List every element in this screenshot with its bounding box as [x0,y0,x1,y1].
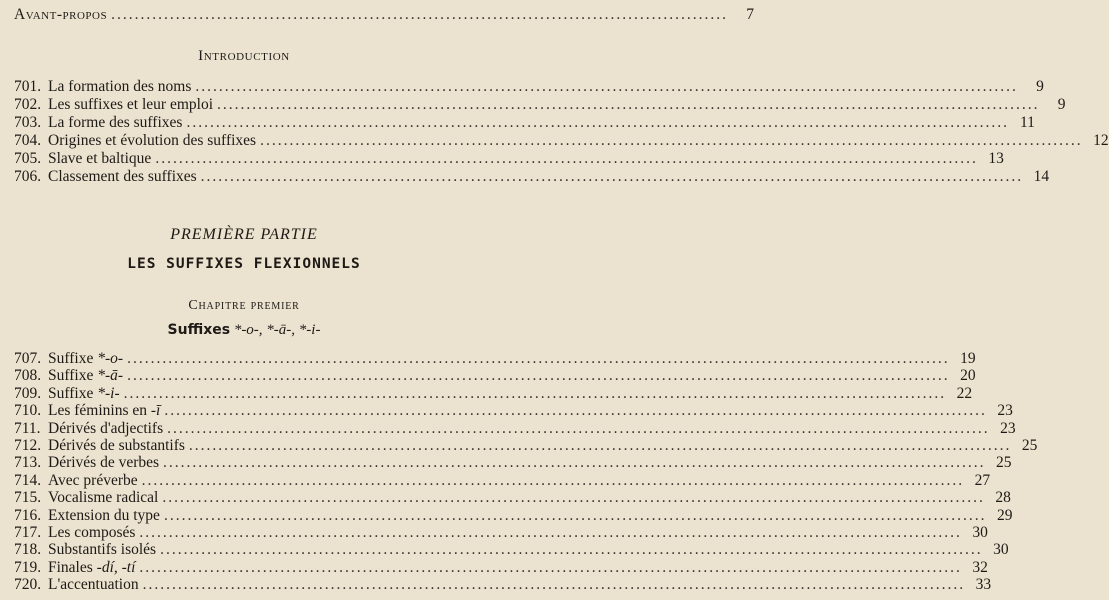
entry-page: 32 [972,558,988,576]
entry-page: 23 [1000,419,1016,437]
toc-entry [14,402,1013,420]
toc-entry [14,114,1035,132]
entry-title-text: Les composés [48,524,136,541]
entry-page: 7 [746,6,754,23]
toc-entry [14,132,1109,150]
entry-suffix-form: *-ā- [97,367,124,385]
leader-dots: ............................................................................................................................................ [160,541,983,559]
entry-page: 29 [996,506,1013,524]
toc-entry [14,150,1004,168]
toc-entry-avant-propos [14,6,754,24]
entry-title [48,507,160,525]
entry-title [48,78,191,96]
entry-number: 703. [14,114,42,131]
leader-dots: ............................................................................................................................................ [195,78,1018,95]
entry-title [48,132,256,150]
entry-page: 22 [956,384,973,402]
leader-dots: ............................................................................................................................................ [139,524,962,541]
entry-number: 706. [14,168,42,185]
part-title: PREMIÈRE PARTIE [170,226,318,243]
toc-entry [14,489,1011,507]
entry-number: 710. [14,402,42,420]
entry-title [48,524,135,542]
entry-number: 701. [14,78,42,95]
toc-entry [14,437,1038,455]
entry-page: 9 [1057,96,1066,113]
toc-entry [14,384,973,403]
toc-entry [14,419,1016,438]
entry-title-text: Dérivés de substantifs [48,437,185,454]
entry-title [48,402,160,420]
chapter-title: Chapitre premier [188,298,300,313]
part-subtitle: LES SUFFIXES FLEXIONNELS [127,256,361,272]
entry-title-text: Dérivés de verbes [48,454,160,472]
entry-title-text: Vocalisme radical [48,489,159,507]
entry-page: 13 [988,150,1004,167]
toc-entry [14,168,1050,186]
entry-number: 704. [14,132,42,149]
entry-number: 707. [14,350,42,367]
entry-number: 713. [14,454,42,472]
entry-title [48,350,123,368]
entry-title-text: Extension du type [48,506,160,524]
entry-page: 30 [972,524,988,541]
entry-page: 12 [1093,132,1109,149]
entry-number: 720. [14,576,42,594]
section-heading-introduction: Introduction [198,48,290,64]
leader-dots: ............................................................................................................................................ [163,454,986,472]
entry-title [48,114,182,132]
entry-suffix-form: *-o- [97,350,124,367]
leader-dots: ............................................................................................................................................ [142,576,966,594]
entry-page: 11 [1020,114,1035,131]
entry-title [48,150,151,168]
entry-title-text: La formation des noms [48,78,192,95]
entry-title [48,96,213,114]
entry-number: 711. [14,419,41,437]
leader-dots: ............................................................................................................................................ [162,489,985,507]
entry-number: 716. [14,506,42,524]
entry-title-text: Les suffixes et leur emploi [48,96,214,113]
entry-page: 23 [997,402,1013,420]
entry-number: 708. [14,367,42,385]
entry-title [48,385,120,403]
leader-dots: ............................................................................................................................................ [188,437,1012,454]
entry-title [48,437,185,455]
entry-number: 702. [14,96,42,113]
leader-dots: ............................................................................................................................................ [167,419,990,437]
entry-title-text: Slave et baltique [48,150,152,167]
entry-page: 28 [995,489,1011,507]
toc-entry [14,506,1013,525]
leader-dots: ............................................................................................................................................ [141,471,965,489]
entry-title-text: La forme des suffixes [48,114,183,131]
leader-dots: ............................................................................................................................................ [217,96,1040,113]
leader-dots: ............................................................................................................................................ [139,558,962,576]
entry-number: 718. [14,541,42,559]
leader-dots: ............................................................................................................................................ [123,384,947,402]
entry-title [48,420,163,438]
entry-number: 715. [14,489,42,507]
entry-title [48,454,159,472]
entry-page: 33 [975,576,992,594]
entry-title [48,489,158,507]
chapter-subtitle [0,322,488,339]
entry-title-text: Les féminins en [48,402,151,420]
entry-suffix-form: *-i- [97,384,120,402]
entry-title-text: Classement des suffixes [48,168,197,185]
entry-title-text: Substantifs isolés [48,541,157,559]
entry-page: 25 [996,454,1012,472]
toc-entry [14,471,991,490]
entry-title: Avant-propos [14,6,108,23]
entry-number: 712. [14,437,42,454]
entry-number: 719. [14,558,42,576]
entry-page: 14 [1033,168,1050,185]
toc-entry [14,367,976,385]
entry-title [48,576,139,594]
toc-entry [14,78,1044,96]
entry-title-text: L'accentuation [48,576,139,594]
entry-suffix-form: -dí, -tí [96,558,136,576]
leader-dots: ......................................................................................................... [111,6,728,23]
entry-title [48,168,197,186]
leader-dots: ............................................................................................................................................ [163,506,987,524]
entry-title-text: Suffixe [48,350,98,367]
entry-page: 30 [993,541,1009,559]
entry-title [48,559,135,577]
entry-page: 20 [960,367,976,385]
entry-title-text: Origines et évolution des suffixes [48,132,257,149]
chapter-subtitle-label: Suffixes [167,322,231,338]
entry-number: 705. [14,150,42,167]
leader-dots: ............................................................................................................................................ [186,114,1009,131]
entry-number: 717. [14,524,42,541]
toc-entry [14,576,992,594]
entry-number: 714. [14,471,42,489]
entry-title-text: Suffixe [48,367,98,385]
entry-suffix-form: -ī [150,402,161,420]
entry-page: 27 [974,471,991,489]
entry-page: 9 [1036,78,1044,95]
entry-title-text: Avec préverbe [48,471,138,489]
toc-entry [14,96,1066,114]
toc-entry [14,524,988,542]
leader-dots: ............................................................................................................................................ [164,402,987,420]
entry-title [48,367,123,385]
leader-dots: ............................................................................................................................................ [127,367,950,385]
toc-entry [14,350,976,368]
entry-title [48,472,138,490]
entry-title-text: Finales [48,558,97,576]
entry-page: 19 [960,350,976,367]
entry-title [48,541,156,559]
leader-dots: ............................................................................................................................................ [127,350,950,367]
leader-dots: ............................................................................................................................................ [155,150,978,167]
entry-title-text: Suffixe [48,384,98,402]
toc-entry [14,558,988,577]
leader-dots: ............................................................................................................................................ [260,132,1083,149]
entry-number: 709. [14,384,42,402]
chapter-subtitle-forms: *-o-, *-ā-, *-i- [233,322,321,338]
entry-page: 25 [1021,437,1038,454]
leader-dots: ............................................................................................................................................ [200,168,1024,185]
toc-entry [14,454,1012,472]
entry-title-text: Dérivés d'adjectifs [48,419,164,437]
toc-entry [14,541,1009,559]
